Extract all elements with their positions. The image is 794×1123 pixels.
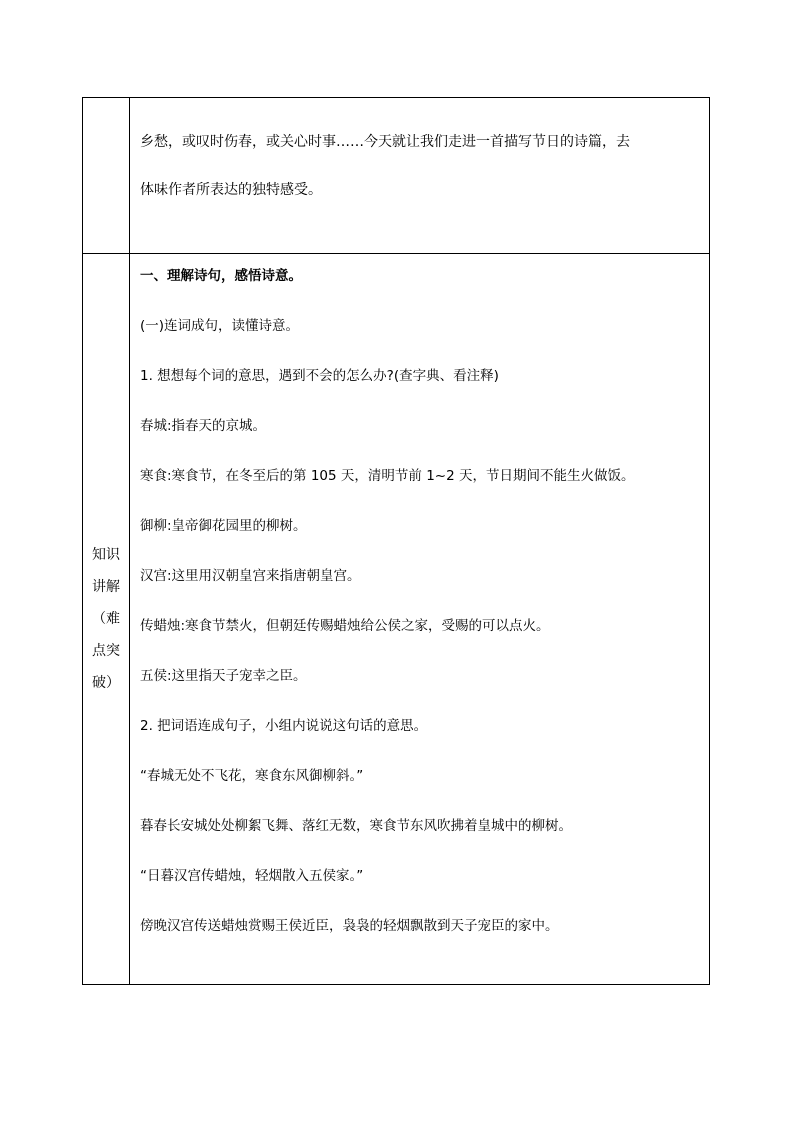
task-1: 1. 想想每个词的意思，遇到不会的怎么办?(查字典、看注释) [140, 368, 499, 384]
gloss-wuhou: 五侯:这里指天子宠幸之臣。 [140, 668, 307, 684]
intro-line-1: 乡愁，或叹时伤春，或关心时事……今天就让我们走进一首描写节日的诗篇，去 [140, 134, 630, 150]
content-cell [130, 254, 710, 985]
gloss-chuanlazhu: 传蜡烛:寒食节禁火，但朝廷传赐蜡烛给公侯之家，受赐的可以点火。 [140, 618, 550, 634]
gloss-chuncheng: 春城:指春天的京城。 [140, 418, 267, 434]
content-body [130, 254, 709, 966]
intro-cell [130, 98, 710, 254]
task-2: 2. 把词语连成句子，小组内说说这句话的意思。 [140, 718, 428, 734]
poem-line-1-meaning: 暮春长安城处处柳絮飞舞、落红无数，寒食节东风吹拂着皇城中的柳树。 [140, 818, 572, 834]
intro-label-cell [83, 98, 130, 254]
heading-understand-poem: 一、理解诗句，感悟诗意。 [140, 268, 302, 284]
poem-line-2: “日暮汉宫传蜡烛，轻烟散入五侯家。” [140, 868, 364, 884]
intro-line-2: 体味作者所表达的独特感受。 [140, 182, 322, 198]
intro-row [83, 98, 710, 254]
gloss-hanshi: 寒食:寒食节，在冬至后的第 105 天，清明节前 1~2 天，节日期间不能生火做饭。 [140, 468, 635, 484]
section-label: 知识讲解（难点突破） [92, 547, 120, 691]
poem-line-1: “春城无处不飞花，寒食东风御柳斜。” [140, 768, 364, 784]
intro-text [130, 98, 709, 214]
poem-line-2-meaning: 傍晚汉宫传送蜡烛赏赐王侯近臣，袅袅的轻烟飘散到天子宠臣的家中。 [140, 918, 559, 934]
section-label-cell [83, 254, 130, 985]
gloss-hangong: 汉宫:这里用汉朝皇宫来指唐朝皇宫。 [140, 568, 361, 584]
knowledge-row [83, 254, 710, 985]
subheading-connect-words: (一)连词成句，读懂诗意。 [140, 318, 300, 334]
lesson-table [82, 97, 710, 985]
gloss-yuliu: 御柳:皇帝御花园里的柳树。 [140, 518, 307, 534]
